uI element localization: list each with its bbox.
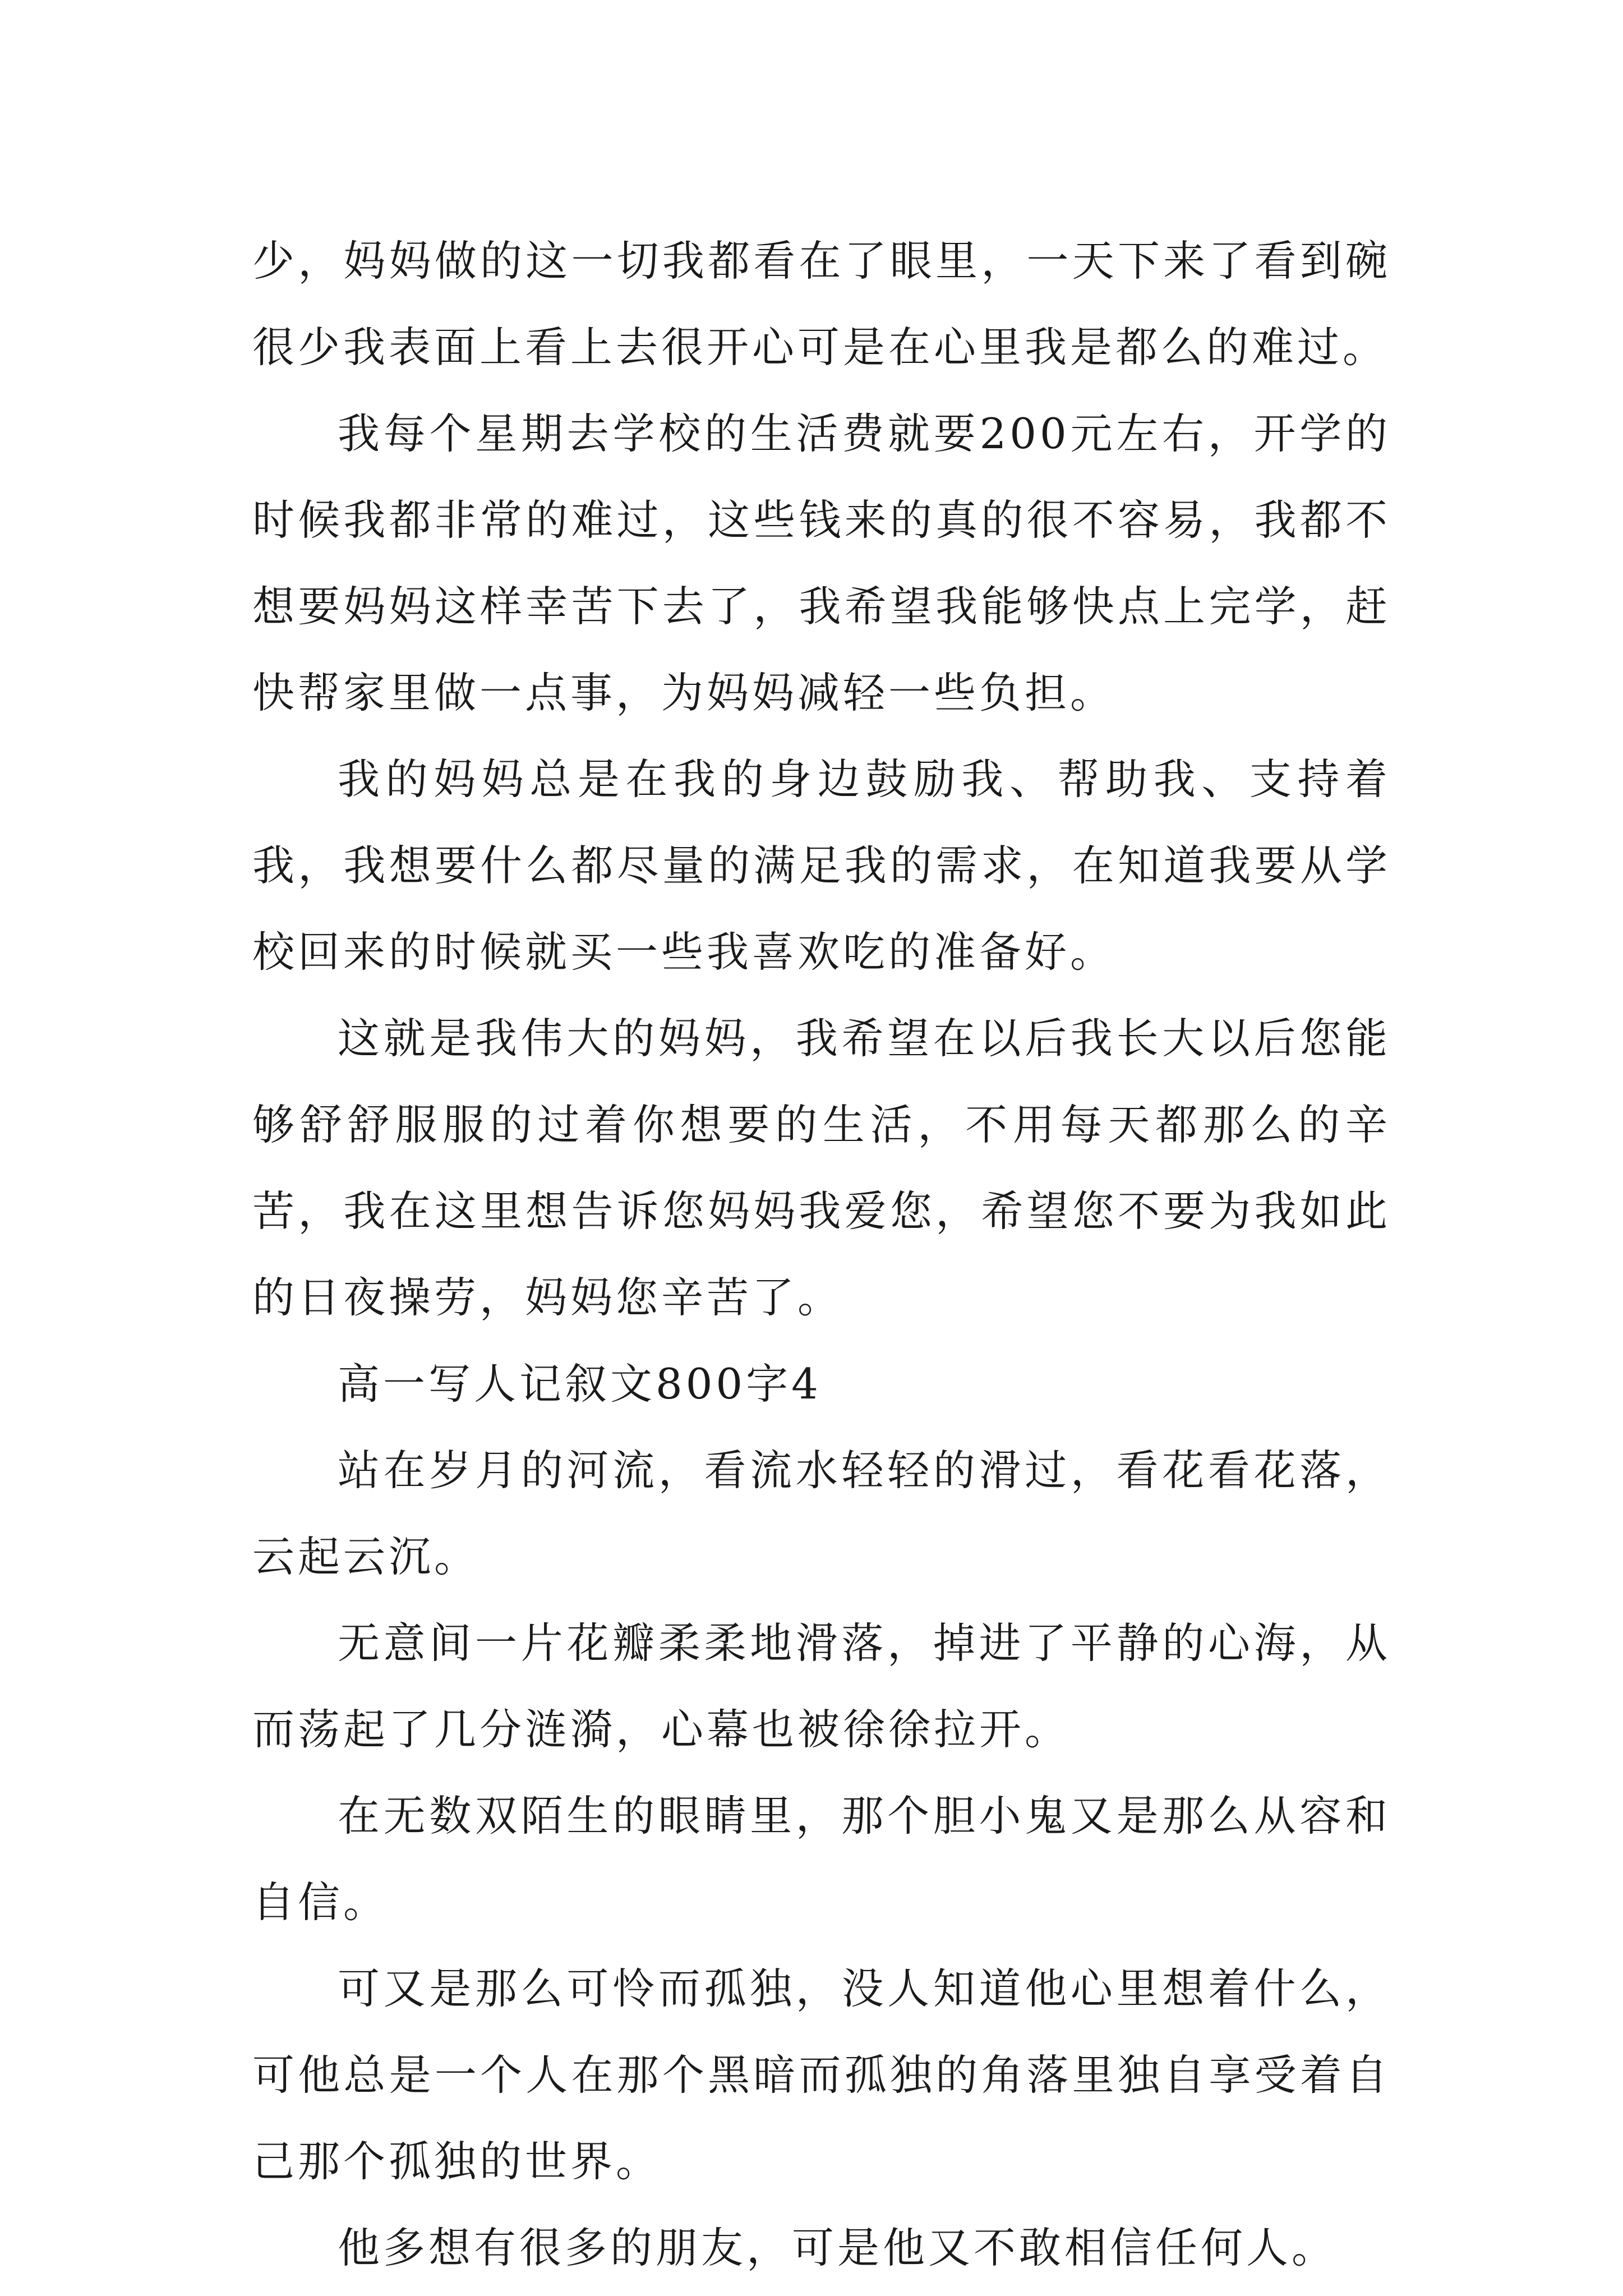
paragraph: 这就是我伟大的妈妈，我希望在以后我长大以后您能够舒舒服服的过着你想要的生活，不用每天都那么的辛苦，我在这里想告诉您妈妈我爱您，希望您不要为我如此的日夜操劳，妈妈您辛苦了。 bbox=[252, 1014, 1391, 1322]
paragraph: 我的妈妈总是在我的身边鼓励我、帮助我、支持着我，我想要什么都尽量的满足我的需求，在知道我要从学校回来的时候就买一些我喜欢吃的准备好。 bbox=[252, 754, 1391, 977]
paragraph-continued: 少，妈妈做的这一切我都看在了眼里，一天下来了看到碗很少我表面上看上去很开心可是在心里我是都么的难过。 bbox=[252, 236, 1391, 372]
paragraph: 无意间一片花瓣柔柔地滑落，掉进了平静的心海，从而荡起了几分涟漪，心幕也被徐徐拉开。 bbox=[252, 1618, 1391, 1754]
paragraph: 可又是那么可怜而孤独，没人知道他心里想着什么，可他总是一个人在那个黑暗而孤独的角落里独自享受着自己那个孤独的世界。 bbox=[252, 1964, 1391, 2186]
paragraph: 他多想有很多的朋友，可是他又不敢相信任何人。 bbox=[338, 2223, 1338, 2272]
paragraph: 在无数双陌生的眼睛里，那个胆小鬼又是那么从容和自信。 bbox=[252, 1791, 1391, 1927]
paragraph: 站在岁月的河流，看流水轻轻的滑过，看花看花落，云起云沉。 bbox=[252, 1446, 1391, 1581]
paragraph: 我每个星期去学校的生活费就要200元左右，开学的时候我都非常的难过，这些钱来的真的很不容易，我都不想要妈妈这样幸苦下去了，我希望我能够快点上完学，赶快帮家里做一点事，为妈妈减轻一些负担。 bbox=[252, 409, 1391, 717]
document-body bbox=[252, 218, 1391, 2291]
section-heading: 高一写人记叙文800字4 bbox=[338, 1359, 822, 1409]
